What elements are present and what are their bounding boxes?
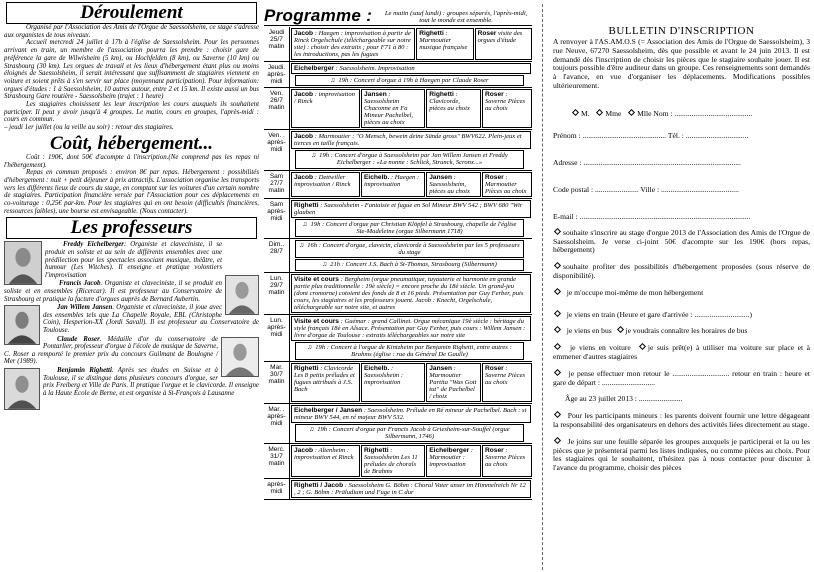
course-text: : Marmoutier musique française	[419, 30, 468, 51]
programme-day: après-midi	[264, 479, 290, 499]
course-cell	[291, 363, 360, 402]
programme-events	[290, 130, 532, 169]
teacher-name: Roser	[485, 365, 504, 373]
concert-box	[295, 342, 524, 360]
checkbox-diamond-icon[interactable]	[628, 109, 635, 116]
programme-day: Mar. . après-midi	[264, 404, 290, 443]
option-mineurs-label: Pour les participants mineurs : les parents doivent fournir une lettre dégageant la responsabilité des organisateurs en dehors des activités liées directement au stage.	[553, 411, 810, 429]
music-note-icon: ♫	[309, 426, 315, 434]
course-cell	[361, 172, 425, 197]
course-text: : Dettwiller improvisation / Rinck	[294, 173, 351, 188]
course-cell	[475, 28, 532, 60]
concert-text: 19h : Concert d'orgue par Francis Jacob à Griesheim-sur-Souffel (orgue Silbermann, 1746)	[317, 426, 510, 441]
cout-p1: Coût : 190€, dont 50€ d'acompte à l'inscription.(Ne comprend pas les repas ni l'hébergement).	[4, 153, 259, 169]
option-voiture[interactable]	[553, 344, 810, 362]
photo-jacob	[225, 275, 259, 315]
programme-events	[290, 444, 532, 478]
course-cell	[291, 445, 360, 477]
teacher-name: Eichelberger	[429, 447, 470, 455]
programme-events	[290, 239, 532, 272]
course-text: : Saessolsheim Les 11 préludes de chorals de Brahms	[364, 447, 418, 476]
course-text: : Saverne Pièces au choix	[485, 447, 526, 469]
teacher-name: Jansen	[364, 91, 387, 99]
option-retour[interactable]	[553, 370, 810, 388]
course-text: : Saessolsheim - Fantaisie et fugue en Sol Mineur BWV 542 ; BWV 680 "Wir glauben	[294, 201, 523, 216]
left-column	[4, 2, 259, 570]
programme-day: Lun. après-midi	[264, 315, 290, 361]
programme-row	[264, 27, 532, 62]
course-text: : Haegen : improvisation à partir de Rinck Orgelschule (téléchargeable sur notre site) : choisir des extraits ; pour F71 à 80 : les introductions, pas les fugues	[294, 30, 411, 58]
concert-box	[295, 150, 524, 168]
checkbox-diamond-icon[interactable]	[554, 369, 561, 376]
deroulement-p4: – jeudi 1er juillet (ou la veille au soir) : retour des stagiaires.	[4, 124, 174, 132]
course-cell	[482, 89, 532, 128]
course-cell	[426, 172, 481, 197]
professeurs-text	[4, 241, 259, 397]
option-inscription[interactable]	[553, 229, 810, 255]
checkbox-diamond-icon[interactable]	[596, 109, 603, 116]
programme-column	[264, 4, 532, 570]
bulletin-column	[542, 4, 810, 570]
programme-day: Dim.. 28/7	[264, 239, 290, 272]
course-text: : Clavicorde Les 8 petits préludes et fugues attribués à J.S. Bach	[294, 365, 355, 394]
teacher-name: Righetti	[364, 447, 389, 455]
option-retour-label: je pense effectuer mon retour le .............................. retour en train : heure et gare de départ : ............................	[553, 368, 810, 387]
checkbox-diamond-icon[interactable]	[554, 288, 561, 295]
photo-jansen	[4, 305, 40, 345]
prof-bio: : Organiste et claveciniste, il se produit en soliste et au sein de différents ensembles avec une prédilection pour les spectacles associant musique, théâtre, et humour (Les Witches). Il enseigne et pratique volontiers l'improvisation	[45, 241, 222, 279]
course-text: : Saverne Pièces au choix	[485, 91, 526, 113]
email-field[interactable]: E-mail : ..........................................................................................	[553, 211, 751, 221]
concert-box	[295, 240, 524, 258]
teacher-name: Jacob	[294, 30, 314, 37]
option-bus[interactable]	[553, 327, 810, 336]
programme-events	[290, 362, 532, 403]
course-cell	[361, 445, 425, 477]
teacher-name: Righetti	[294, 365, 319, 373]
course-cell	[361, 363, 425, 402]
teacher-name: Jacob	[294, 91, 314, 99]
teacher-name: Righetti	[429, 91, 454, 99]
prof-name: Francis Jacob	[59, 280, 101, 288]
checkbox-diamond-icon[interactable]	[554, 437, 561, 444]
programme-row	[264, 62, 532, 88]
checkbox-diamond-icon[interactable]	[554, 262, 561, 269]
concert-box	[295, 219, 524, 237]
teacher-name: Visite et cours	[294, 275, 339, 283]
programme-events	[290, 171, 532, 198]
option-bus-horaires-label: je voudrais connaître les horaires de bus	[625, 326, 748, 336]
programme-row	[264, 479, 532, 500]
course-text: : Marmoutier : improvisation	[429, 447, 474, 469]
course-cell	[482, 172, 532, 197]
concert-text: 19h : Concert à l'orgue de Kintzheim par Benjamin Righetti, entre autres : Brahms (église : rue du Général De Gaulle)	[315, 343, 512, 358]
teacher-name: Jansen	[429, 173, 452, 181]
programme-row	[264, 315, 532, 362]
option-voiture-partage-label: je suis prêt(e) à utiliser ma voiture sur place et à emmener d'autres stagiaires	[553, 343, 810, 361]
teacher-name: Visite et cours	[294, 317, 339, 325]
professeurs-section	[4, 241, 259, 397]
course-text: : Saessolsheim G. Böhm : Choral Vater unser im Himmelreich Nr 12 , 2 ; G. Böhm : Präludium und Fuge in C dur	[294, 482, 526, 497]
cout-p2: Repas en commun proposés : environ 8€ par repas. Hébergement : possibilités d'hébergement : nuit + petit déjeuner à prix attractifs. L'association organise les transports vers les différents lieux de cours du stage, en comptant sur les voitures d'un certain nombre de stagiaires. Participation financière versée par l'Association pour ces déplacements en co-voiturage : 0,25€ par-km. Pour les stagiaires qui en ont besoin (difficultés financières, ressources faibles), une bourse est envisageable. (Nous contacter).	[4, 169, 259, 215]
prof-eichelberger	[4, 241, 259, 279]
checkbox-diamond-icon[interactable]	[554, 310, 561, 317]
music-note-icon: ♫	[302, 220, 308, 228]
photo-eichelberger	[4, 241, 42, 285]
course-text: : Saessolsheim Chaconne en Fa Mineur Pachelbel, pièces au choix	[364, 91, 414, 127]
course-cell	[482, 363, 532, 402]
course-text: : Saessolsheim : improvisation	[364, 365, 404, 387]
course-cell	[291, 28, 415, 60]
teacher-name: Roser	[485, 173, 504, 181]
course-cell	[291, 89, 360, 128]
bulletin-intro: A renvoyer à l'AS.AM.O.S (= Association des Amis de l'Orgue de Saessolsheim), 3 rue Neuve, 67270 Saessolsheim, dès que possible et avant le 24 juin 2013. Il est demandé dès l'inscription de choisir les pièces que le stagiaire souhaite jouer. Il est toujours possible d'être auditeur dans un groupe. Ces renseignements sont demandés à l'avance, en vue d'organiser les déplacements. Modifications possibles ultérieurement.	[553, 37, 810, 90]
prof-jansen	[4, 304, 259, 334]
course-cell	[291, 480, 531, 498]
programme-row	[264, 444, 532, 479]
course-cell	[426, 89, 481, 128]
programme-row	[264, 404, 532, 444]
option-bus-label: je viens en bus	[566, 326, 612, 336]
programme-row	[264, 199, 532, 239]
prof-bio: . Organiste et claveciniste, il se produit en soliste et en ensembles (Ricercar). Il est professeur au Conservatoire de Strasbourg et pratique la facture d'orgues auprès de Bernard Aubertin.	[4, 280, 222, 303]
teacher-name: Righetti	[419, 30, 444, 37]
music-note-icon: ♫	[299, 242, 305, 250]
concert-text: 19h : Concert d'orgue par Christian Klöpfel à Strasbourg, chapelle de l'église Ste-Madeleine (orgue Silbermann 1718)	[310, 220, 517, 235]
concert-box	[295, 259, 524, 270]
checkbox-diamond-icon[interactable]	[639, 343, 646, 350]
deroulement-p1: Organisé par l'Association des Amis de l'Orgue de Saessolsheim, ce stage s'adresse aux organistes de tous niveaux.	[4, 24, 259, 39]
programme-row	[264, 88, 532, 130]
concert-text: 19h : Concert d'orgue à Saessolsheim par Jan Willem Jansen et Freddy Eichelberger : «La nonne : Schlick, Strunck, Scronx...»	[319, 152, 508, 167]
programme-day: Mar. 30/7 matin	[264, 362, 290, 403]
programme-day: Lun. 29/7 matin	[264, 273, 290, 314]
civ-mme-label: Mme	[605, 108, 622, 118]
programme-events	[290, 62, 532, 87]
teacher-name: Eichelb.	[364, 173, 390, 181]
option-hebergement-label: souhaite profiter des possibilités d'hébergement proposées (sous réserve de disponibilité).	[553, 262, 810, 280]
teacher-name: Eichelb.	[364, 365, 390, 373]
programme-events	[290, 27, 532, 61]
course-text: : Clavicorde, pièces au choix	[429, 91, 470, 113]
programme-events	[290, 273, 532, 314]
music-note-icon: ♫	[330, 77, 336, 84]
adresse-field[interactable]: Adresse : ...................................................................................	[553, 157, 741, 167]
option-inscription-label: souhaite s'inscrire au stage d'orgue 2013 de l'Association des Amis de l'Orgue de Saessolsheim. Je verse ci-joint 50€ d'acompte sur les 190€ (hors repas, hébergement)	[553, 227, 810, 255]
teacher-name: Jacob	[294, 133, 314, 141]
programme-row	[264, 171, 532, 199]
teacher-name: Roser	[477, 30, 497, 37]
course-cell	[426, 445, 481, 477]
course-text: : Haegen : improvisation	[364, 173, 420, 188]
concert-box	[295, 75, 524, 86]
programme-row	[264, 362, 532, 404]
course-text: : Marmoutier : "O Mensch, bewein deine Sünde gross" BWV622. Plein-jeux et tierces en taille français.	[294, 133, 522, 148]
photo-righetti	[4, 368, 40, 410]
teacher-name: Jansen	[429, 365, 452, 373]
concert-text: 16h : Concert d'orgue, clavecin, clavicorde à Saessolsheim par les 5 professeurs du stage	[307, 242, 520, 257]
prof-name: Jan Willem Jansen	[57, 304, 113, 312]
programme-day: Jeudi 25/7 matin	[264, 27, 290, 61]
prof-name: Freddy Eichelberger	[63, 241, 124, 249]
course-cell	[291, 200, 531, 218]
programme-row	[264, 130, 532, 170]
professeurs-heading: Les professeurs	[6, 217, 257, 239]
prof-bio: . Médaille d'or du conservatoire de Pontarlier, professeur d'orgue à l'école de musique de Saverne, C. Roser a remporté le premier prix du concours Guilmant de Boulogne / Mer (1989).	[4, 335, 218, 366]
programme-row	[264, 273, 532, 315]
course-text: : Saessolsheim. Improvisation	[335, 65, 415, 72]
prof-jacob	[4, 280, 259, 303]
checkbox-diamond-icon[interactable]	[554, 411, 561, 418]
civilite-line	[553, 109, 810, 118]
course-text: : Saessolsheim, pièces au choix	[429, 173, 470, 195]
course-text: : Bergheim (orgue pneumatique, tuyauterie et harmonie en grande partie plus traditionnelle : 19è siècle) = encore proche du 18è siècle. Un grand-jeu (dont cromorne) cotoient des fonds de 8 et 16 pieds. Présentation par Guy Ferber, puis cours, les stagiaires et les professeurs jouent. Jacob : Knecht, Orgelschule, téléchargeable sur notre site, et autres	[294, 275, 524, 311]
checkbox-diamond-icon[interactable]	[554, 228, 561, 235]
course-text: visite des orgues d'étude	[477, 30, 523, 44]
checkbox-diamond-icon[interactable]	[554, 326, 561, 333]
prof-bio: . Après ses études en Suisse et à Toulouse, il se distingue dans plusieurs concours d'orgue, ser prix Freiberg et Ville de Paris. Il pratique l'orgue et le clavicorde. Il enseigne à la Haute École de Berne, et est organiste à St-François à Lausanne	[43, 366, 259, 397]
option-hebergement-perso-label: je m'occupe moi-même de mon hébergement	[566, 287, 704, 297]
teacher-name: Eichelberger	[294, 65, 334, 72]
deroulement-heading: Déroulement	[6, 2, 257, 24]
course-text: : Saverne Pièces au choix	[485, 365, 526, 387]
prenom-tel-field[interactable]: Prénom : ............................................ Tél. : .................................	[553, 130, 749, 140]
course-text: : Guémar : grand Callinet. Orgue mécanique 19è siècle : héritage du style français 18è en Alsace. Présentation par Guy Ferber, puis cours : Willem Jansen : livre d'orgue de Toulouse : extraits téléchargeables sur notre site	[294, 317, 526, 339]
photo-roser	[221, 337, 259, 377]
programme-events	[290, 404, 532, 443]
concert-text: 21h : Concert J.S. Bach à St-Thomas, Strasbourg (Silbermann)	[330, 261, 497, 269]
programme-note: Le matin (sauf lundi) : groupes séparés, l'après-midi, tout le monde est ensemble.	[384, 9, 528, 24]
programme-day: Jeudi. après-midi	[264, 62, 290, 87]
programme-events	[290, 199, 532, 238]
teacher-name: Jacob	[294, 447, 314, 455]
teacher-name: Roser	[485, 91, 504, 99]
programme-table	[264, 27, 532, 500]
teacher-name: Righetti	[294, 201, 319, 209]
option-voiture-label: je viens en voiture	[570, 343, 631, 353]
prof-name: Claude Roser	[57, 335, 100, 343]
option-pieces[interactable]	[553, 438, 810, 473]
course-text: : Marmoutier Pièces au choix	[485, 173, 527, 195]
programme-events	[290, 479, 532, 499]
programme-day: Sam après-midi	[264, 199, 290, 238]
course-cell	[416, 28, 473, 60]
programme-row	[264, 239, 532, 273]
course-cell	[291, 405, 531, 423]
checkbox-diamond-icon[interactable]	[616, 326, 623, 333]
course-text: : Marmoutier Partita "Was Gott tut" de Pachelbel / choix	[429, 365, 477, 401]
course-cell	[482, 445, 532, 477]
course-cell	[291, 63, 531, 74]
civ-m-label: M.	[581, 108, 590, 118]
concert-text: 19h : Concert d'orgue à 19h à Haegen par Claude Roser	[338, 77, 489, 84]
option-train[interactable]	[553, 311, 810, 320]
option-hebergement[interactable]	[553, 263, 810, 281]
music-note-icon: ♫	[311, 152, 317, 160]
course-cell	[291, 172, 360, 197]
option-train-label: je viens en train (Heure et gare d'arrivée : .............................)	[566, 309, 753, 319]
age-label: Âge au 23 juillet 2013 : .......................	[565, 394, 683, 404]
programme-events	[290, 88, 532, 129]
programme-events	[290, 315, 532, 361]
civ-mlle-nom-field[interactable]: Mlle Nom : .........................................	[637, 108, 753, 118]
cout-heading: Coût, hébergement...	[49, 132, 214, 154]
deroulement-p3: Les stagiaires choisissent les leur inscription les cours auxquels ils souhaitent participer. Il peut y avoir jusqu'à 4 groupes. Le matin, cours en groupes, l'après-midi : cours en commun.	[4, 101, 259, 124]
programme-day: Sam 27/7 matin	[264, 171, 290, 198]
course-cell	[361, 89, 425, 128]
music-note-icon: ♫	[307, 343, 313, 351]
programme-day: Ven. 26/7 matin	[264, 88, 290, 129]
cp-ville-field[interactable]: Code postal : ....................... Ville : .........................................	[553, 184, 739, 194]
age-field[interactable]	[553, 395, 810, 404]
music-note-icon: ♫	[322, 261, 328, 269]
programme-day: Ven. . après-midi	[264, 130, 290, 169]
course-cell	[291, 274, 531, 313]
option-pieces-label: Je joins sur une feuille séparée les groupes auxquels je participerai et la ou les pièces que je présenterai parmi les listes indiquées, ou comme pièces au choix. Pour les stagiaires qui le souhaitent, n'hésitez pas à nous contacter pour discuter à l'avance du programme, choisir des pièces	[553, 436, 810, 473]
checkbox-diamond-icon[interactable]	[554, 343, 561, 350]
teacher-name: Roser	[485, 447, 504, 455]
programme-title: Programme :	[264, 6, 373, 25]
checkbox-diamond-icon[interactable]	[572, 109, 579, 116]
course-cell	[291, 131, 531, 149]
course-cell	[426, 363, 481, 402]
course-text: : Altenheim : improvisation et Rinck	[294, 447, 354, 462]
programme-day: Merc. 31/7 matin	[264, 444, 290, 478]
course-text: : Saessolsheim. Prélude en Ré mineur de Pachelbel. Bach : si mineur BWV 544, en ré majeur BWV 532.	[294, 407, 527, 422]
prof-bio: . Organiste et claveciniste, il joue avec des ensembles tels que La Chapelle Royale, EBL (Christophe Coin), Hesperion-XX (Jordi Savall). Il est professeur au Conservatoire de Toulouse.	[43, 304, 259, 334]
teacher-name: Righetti / Jacob	[294, 482, 344, 490]
programme-header	[264, 4, 532, 26]
option-mineurs[interactable]	[553, 412, 810, 430]
course-cell	[291, 316, 531, 341]
teacher-name: Eichelberger / Jansen	[294, 407, 363, 415]
prof-name: Benjamin Righetti	[57, 366, 112, 374]
teacher-name: Jacob	[294, 173, 314, 181]
option-hebergement-perso[interactable]	[553, 289, 810, 298]
concert-box	[295, 424, 524, 442]
course-text: : improvisation / Rinck	[294, 91, 355, 106]
bulletin-title: BULLETIN D'INSCRIPTION	[608, 25, 755, 37]
deroulement-p2: Accueil mercredi 24 juillet à 17h à l'église de Saessolsheim. Pour les personnes arrivant en train, un membre de l'association pourra les prendre : choisir gare de préférence la gare de Wilwisheim (5 km), ou Hochfelden (8 km), ou Saverne (10 km) ou Strasbourg (30 km). Les orgues de travail et les lieux d'hébergement étant plus ou moins éloignés de Saessolsheim, il serait intéressant que suffisamment de stagiaires viennent en voiture et soient prêts à s'en servir sur place (moyennant participation). Pour information: orgues d'études : 1 à Saessolsheim, 10 autres autour, entre 2 et 15 km. Il existe aussi un bus Strasbourg Gare routière - Saessolsheim (trajet : 1 heure)	[4, 39, 259, 101]
